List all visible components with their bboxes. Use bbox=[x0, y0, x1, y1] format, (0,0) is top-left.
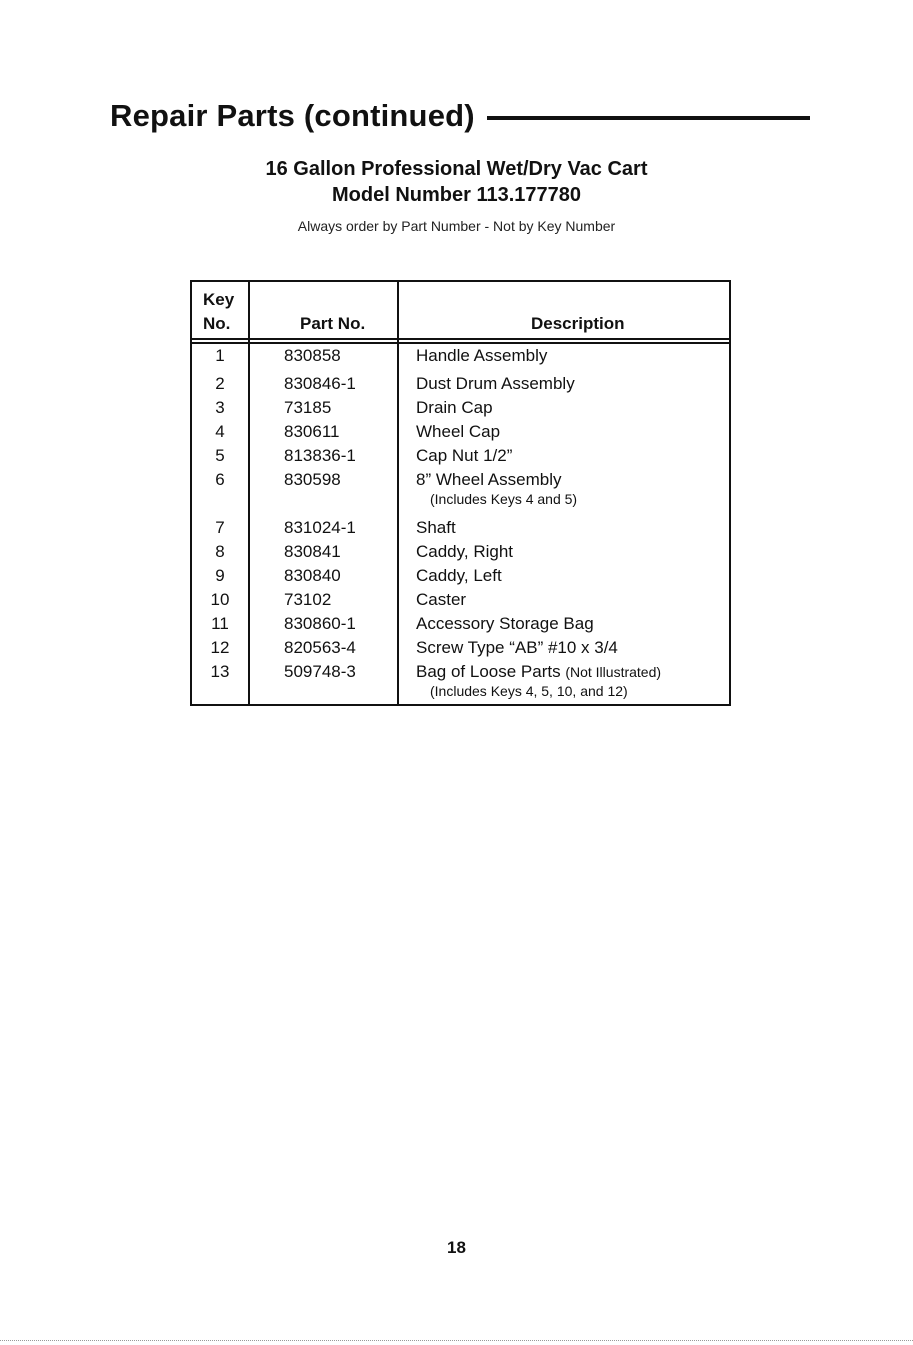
header-description: Description bbox=[531, 314, 625, 333]
not-illustrated-note: (Not Illustrated) bbox=[565, 664, 662, 680]
table-row bbox=[192, 660, 729, 684]
table-row bbox=[192, 588, 729, 612]
key-number: 9 bbox=[215, 566, 225, 585]
key-number: 13 bbox=[210, 662, 230, 681]
section-heading bbox=[110, 98, 810, 134]
part-description: Dust Drum Assembly bbox=[416, 374, 575, 393]
part-description: Cap Nut 1/2” bbox=[416, 446, 513, 465]
part-number: 820563-4 bbox=[284, 638, 356, 657]
table-row bbox=[192, 468, 729, 492]
page-edge bbox=[0, 1340, 913, 1341]
key-number: 2 bbox=[215, 374, 225, 393]
key-number: 12 bbox=[210, 638, 230, 657]
table-row bbox=[192, 636, 729, 660]
part-number: 830611 bbox=[284, 422, 340, 441]
table-row bbox=[192, 564, 729, 588]
part-number: 73185 bbox=[284, 398, 332, 417]
part-number: 830846-1 bbox=[284, 374, 356, 393]
table-row bbox=[192, 612, 729, 636]
part-description bbox=[416, 660, 661, 684]
part-description: Screw Type “AB” #10 x 3/4 bbox=[416, 638, 618, 657]
part-number: 830598 bbox=[284, 470, 341, 489]
key-number: 7 bbox=[215, 518, 225, 537]
part-number: 830858 bbox=[284, 346, 341, 365]
table-row bbox=[192, 396, 729, 420]
section-title: Repair Parts (continued) bbox=[110, 98, 475, 133]
product-title: 16 Gallon Professional Wet/Dry Vac Cart bbox=[265, 158, 648, 180]
part-description: Drain Cap bbox=[416, 398, 493, 417]
part-description: Handle Assembly bbox=[416, 346, 548, 365]
part-number: 830841 bbox=[284, 542, 341, 561]
part-description: Accessory Storage Bag bbox=[416, 614, 594, 633]
part-description: Shaft bbox=[416, 518, 456, 537]
heading-rule bbox=[487, 116, 810, 120]
part-description-text: Bag of Loose Parts bbox=[416, 662, 561, 681]
header-rule bbox=[192, 338, 729, 340]
part-description: 8” Wheel Assembly bbox=[416, 470, 562, 489]
part-number: 509748-3 bbox=[284, 662, 356, 681]
table-row bbox=[192, 372, 729, 396]
part-note: (Includes Keys 4 and 5) bbox=[430, 491, 578, 507]
table-row bbox=[192, 540, 729, 564]
part-number: 813836-1 bbox=[284, 446, 356, 465]
part-number: 73102 bbox=[284, 590, 332, 609]
page-number: 18 bbox=[447, 1238, 466, 1257]
key-number: 6 bbox=[215, 470, 225, 489]
key-number: 1 bbox=[215, 346, 225, 365]
part-description: Caddy, Right bbox=[416, 542, 514, 561]
part-description: Caddy, Left bbox=[416, 566, 502, 585]
table-row bbox=[192, 420, 729, 444]
header-key-line2: No. bbox=[203, 314, 231, 333]
header-key-line1: Key bbox=[203, 290, 235, 309]
key-number: 10 bbox=[210, 590, 230, 609]
header-part-number: Part No. bbox=[300, 314, 366, 333]
part-description: Wheel Cap bbox=[416, 422, 501, 441]
part-number: 830860-1 bbox=[284, 614, 356, 633]
part-note: (Includes Keys 4, 5, 10, and 12) bbox=[430, 683, 628, 699]
table-row bbox=[192, 344, 729, 368]
table-row bbox=[192, 444, 729, 468]
key-number: 3 bbox=[215, 398, 225, 417]
table-row bbox=[192, 516, 729, 540]
order-note: Always order by Part Number - Not by Key Number bbox=[297, 218, 616, 234]
product-header bbox=[0, 156, 913, 234]
key-number: 4 bbox=[215, 422, 225, 441]
parts-table bbox=[190, 280, 731, 706]
part-number: 831024-1 bbox=[284, 518, 356, 537]
model-number: Model Number 113.177780 bbox=[331, 184, 581, 206]
key-number: 8 bbox=[215, 542, 225, 561]
part-number: 830840 bbox=[284, 566, 341, 585]
part-description: Caster bbox=[416, 590, 467, 609]
key-number: 5 bbox=[215, 446, 225, 465]
key-number: 11 bbox=[211, 614, 229, 633]
